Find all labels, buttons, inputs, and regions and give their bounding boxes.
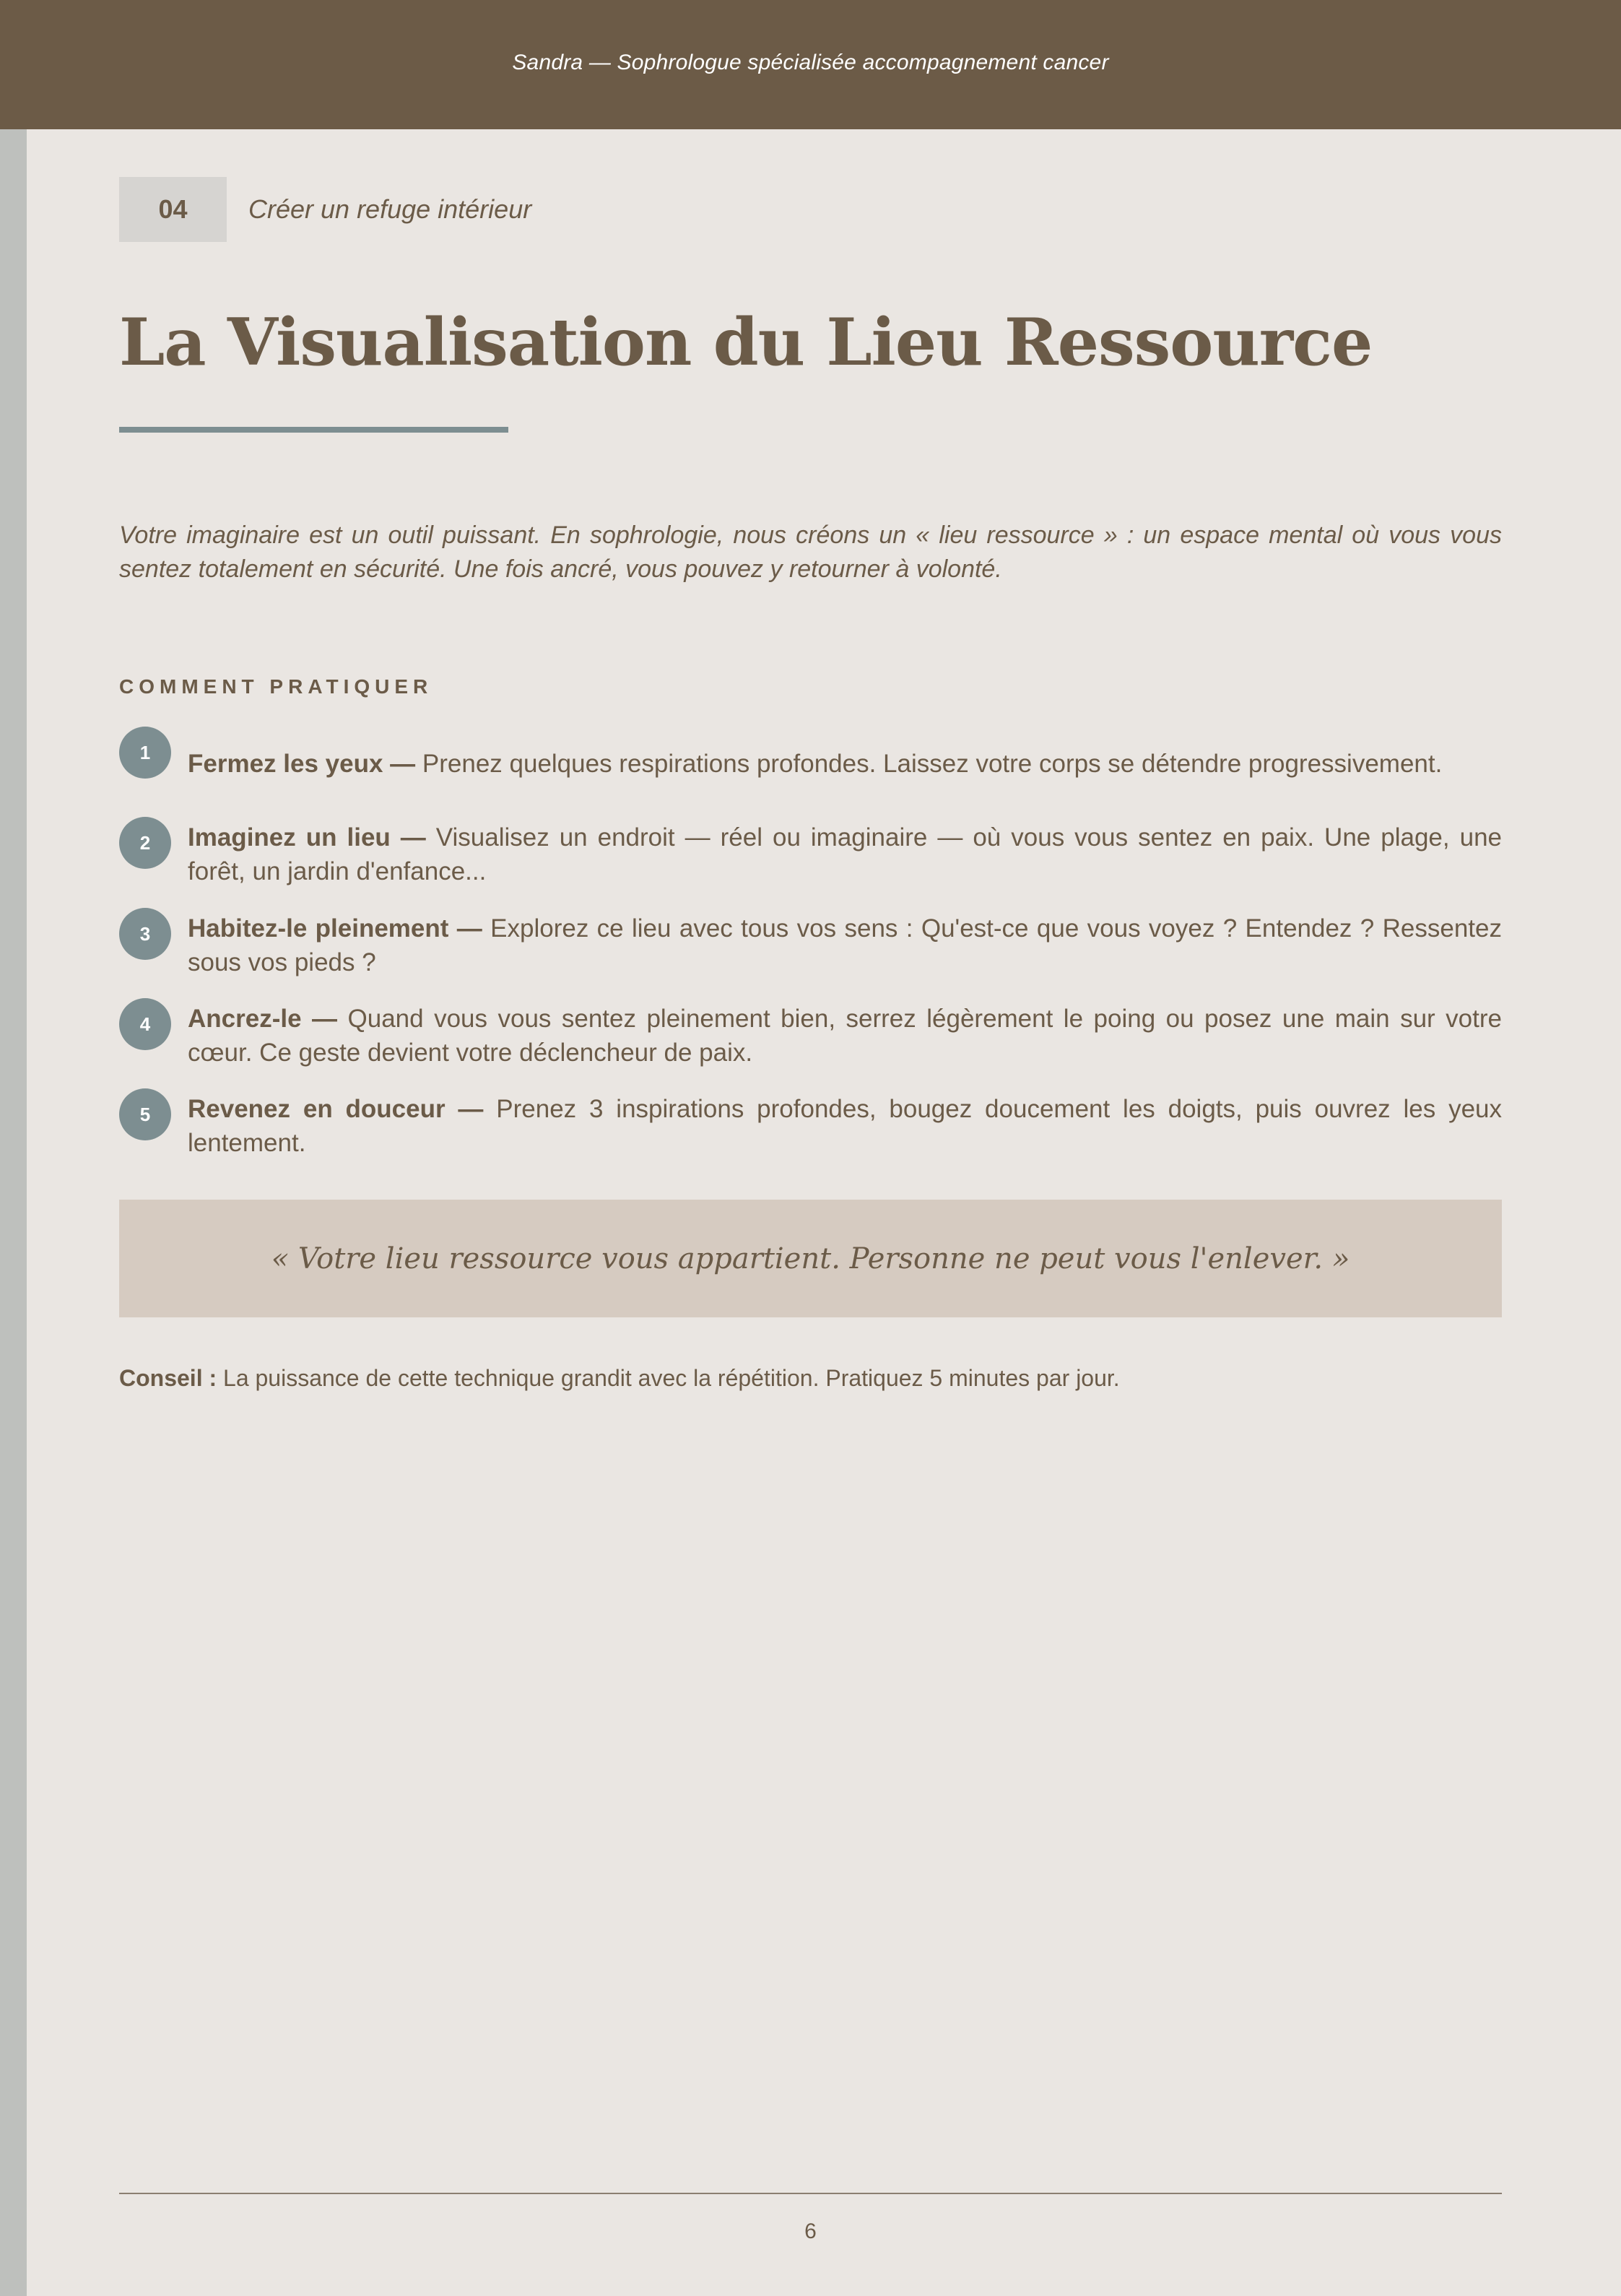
page-title: La Visualisation du Lieu Ressource <box>119 304 1373 381</box>
step-heading: Revenez en douceur — <box>188 1095 484 1123</box>
footer-divider <box>119 2193 1502 2194</box>
step-number-badge: 5 <box>119 1088 171 1140</box>
step-body: Prenez 3 inspirations profondes, bougez doucement les doigts, puis ouvrez les yeux lentement. <box>188 1095 1503 1157</box>
step-body: Explorez ce lieu avec tous vos sens : Qu'est-ce que vous voyez ? Entendez ? Ressentez sous vos pieds ? <box>188 914 1502 976</box>
step-body: Visualisez un endroit — réel ou imaginaire — où vous vous sentez en paix. Une plage, une forêt, un jardin d'enfance... <box>188 823 1502 885</box>
step-number-badge: 4 <box>119 998 171 1050</box>
step-heading: Fermez les yeux — <box>188 750 416 778</box>
step-body: Prenez quelques respirations profondes. Laissez votre corps se détendre progressivement. <box>422 750 1443 778</box>
quote-box <box>119 1200 1502 1317</box>
step-text <box>188 1092 1502 1160</box>
tip-paragraph <box>119 1362 1502 1394</box>
section-label: COMMENT PRATIQUER <box>119 675 433 698</box>
step-heading: Imaginez un lieu — <box>188 823 426 852</box>
tip-text: La puissance de cette technique grandit avec la répétition. Pratiquez 5 minutes par jour. <box>223 1365 1120 1391</box>
left-decorative-strip <box>0 129 27 2296</box>
chapter-row <box>119 177 531 242</box>
step-number-badge: 1 <box>119 727 171 779</box>
step-heading: Ancrez-le — <box>188 1005 338 1033</box>
header-band <box>0 0 1621 129</box>
page-number: 6 <box>804 2219 817 2243</box>
step-body: Quand vous vous sentez pleinement bien, serrez légèrement le poing ou posez une main sur votre cœur. Ce geste devient votre déclencheur de paix. <box>188 1005 1502 1067</box>
step-text <box>188 1002 1502 1070</box>
chapter-number-badge: 04 <box>119 177 227 242</box>
header-text: Sandra — Sophrologue spécialisée accompagnement cancer <box>512 50 1109 74</box>
step-text <box>188 747 1502 781</box>
title-underline <box>119 427 508 433</box>
step-text <box>188 820 1502 888</box>
intro-paragraph: Votre imaginaire est un outil puissant. En sophrologie, nous créons un « lieu ressource » : un espace mental où vous vous sentez totalement en sécurité. Une fois ancré, vous pouvez y retourner à volonté. <box>119 521 1502 583</box>
quote-text: « Votre lieu ressource vous appartient. Personne ne peut vous l'enlever. » <box>271 1242 1350 1275</box>
chapter-title: Créer un refuge intérieur <box>248 194 532 224</box>
step-text <box>188 911 1502 979</box>
step-heading: Habitez-le pleinement — <box>188 914 482 943</box>
tip-label: Conseil : <box>119 1365 217 1391</box>
step-number-badge: 3 <box>119 908 171 960</box>
step-number-badge: 2 <box>119 817 171 869</box>
